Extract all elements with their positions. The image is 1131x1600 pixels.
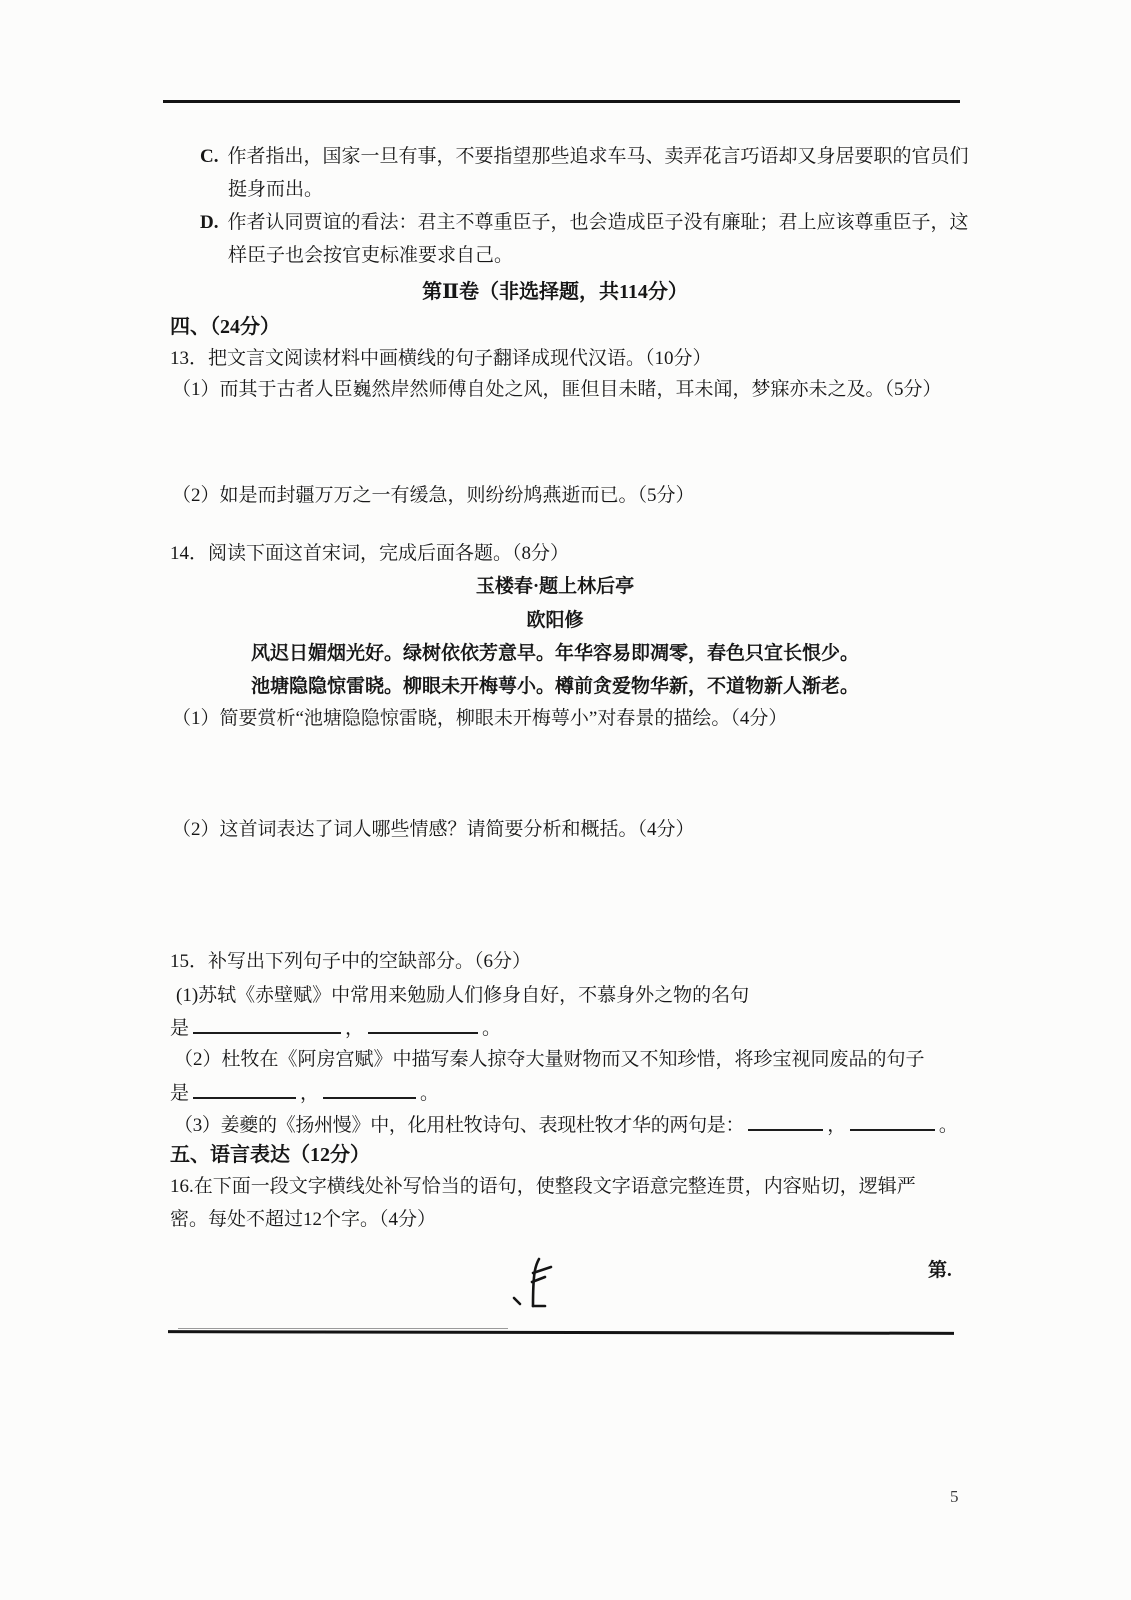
blank-comma: ， [345, 1018, 365, 1039]
q15-sub2-prefix: 是 [170, 1083, 190, 1104]
blank-period: 。 [420, 1083, 440, 1104]
volume-header: 第Ⅱ卷（非选择题，共114分） [422, 281, 688, 303]
q14-sub2: （2）这首词表达了词人哪些情感？请简要分析和概括。（4分） [172, 819, 695, 840]
poem-line-1: 风迟日媚烟光好。绿树依依芳意早。年华容易即凋零，春色只宜长恨少。 [250, 643, 859, 664]
q15-sub2: （2）杜牧在《阿房宫赋》中描写秦人掠夺大量财物而又不知珍惜，将珍宝视同废品的句子 [174, 1049, 925, 1070]
q13-stem: 13．把文言文阅读材料中画横线的句子翻译成现代汉语。（10分） [170, 348, 712, 369]
q14-stem: 14．阅读下面这首宋词，完成后面各题。（8分） [170, 543, 570, 564]
q15-sub3-text: （3）姜夔的《扬州慢》中，化用杜牧诗句、表现杜牧才华的两句是： [174, 1115, 745, 1136]
poem-line-2: 池塘隐隐惊雷晓。柳眼未开梅萼小。樽前贪爱物华新，不道物新人渐老。 [250, 676, 859, 697]
q15-sub3 [174, 1109, 958, 1142]
part4-header: 四、（24分） [170, 316, 280, 338]
margin-page-char: 第. [928, 1260, 952, 1281]
bottom-rule-shadow [178, 1328, 508, 1329]
poem-author: 欧阳修 [526, 610, 584, 631]
blank-comma: ， [300, 1083, 320, 1104]
q15-stem: 15．补写出下列句子中的空缺部分。（6分） [170, 951, 532, 972]
option-d-label: D. [200, 212, 219, 233]
q14-sub1: （1）简要赏析“池塘隐隐惊雷晓，柳眼未开梅萼小”对春景的描绘。（4分） [172, 708, 788, 729]
bottom-rule [168, 1330, 954, 1335]
stray-pen-mark [498, 1256, 560, 1314]
blank-period: 。 [938, 1115, 958, 1136]
q15-sub1-prefix: 是 [170, 1018, 190, 1039]
answer-blank [368, 1012, 478, 1034]
q15-sub1-blank-line [170, 1012, 501, 1045]
answer-blank [193, 1012, 341, 1034]
option-c-text: 作者指出，国家一旦有事，不要指望那些追求车马、卖弄花言巧语却又身居要职的官员们挺身而出。 [227, 146, 969, 200]
page-number: 5 [950, 1487, 959, 1506]
part5-header: 五、语言表达（12分） [170, 1144, 370, 1166]
q13-sub1: （1）而其于古者人臣巍然岸然师傅自处之风，匪但目未睹，耳未闻，梦寐亦未之及。（5分） [172, 379, 942, 400]
answer-blank [850, 1109, 935, 1131]
poem-title: 玉楼春·题上林后亭 [475, 576, 635, 597]
answer-blank [748, 1109, 823, 1131]
option-c-label: C. [200, 146, 219, 167]
option-c [200, 140, 970, 206]
answer-blank [323, 1077, 416, 1099]
top-rule [163, 100, 960, 103]
answer-blank [193, 1077, 296, 1099]
q15-sub2-blank-line [170, 1077, 439, 1110]
blank-period: 。 [482, 1018, 502, 1039]
option-d [200, 206, 975, 272]
q16-stem: 16.在下面一段文字横线处补写恰当的语句，使整段文字语意完整连贯，内容贴切，逻辑严密。每处不超过12个字。（4分） [170, 1176, 916, 1230]
blank-comma: ， [827, 1115, 846, 1136]
option-d-text: 作者认同贾谊的看法：君主不尊重臣子，也会造成臣子没有廉耻；君上应该尊重臣子，这样臣子也会按官吏标准要求自己。 [227, 212, 969, 266]
q15-sub1: (1)苏轼《赤壁赋》中常用来勉励人们修身自好，不慕身外之物的名句 [176, 985, 750, 1006]
q13-sub2: （2）如是而封疆万万之一有缓急，则纷纷鸠燕逝而已。（5分） [172, 485, 695, 506]
